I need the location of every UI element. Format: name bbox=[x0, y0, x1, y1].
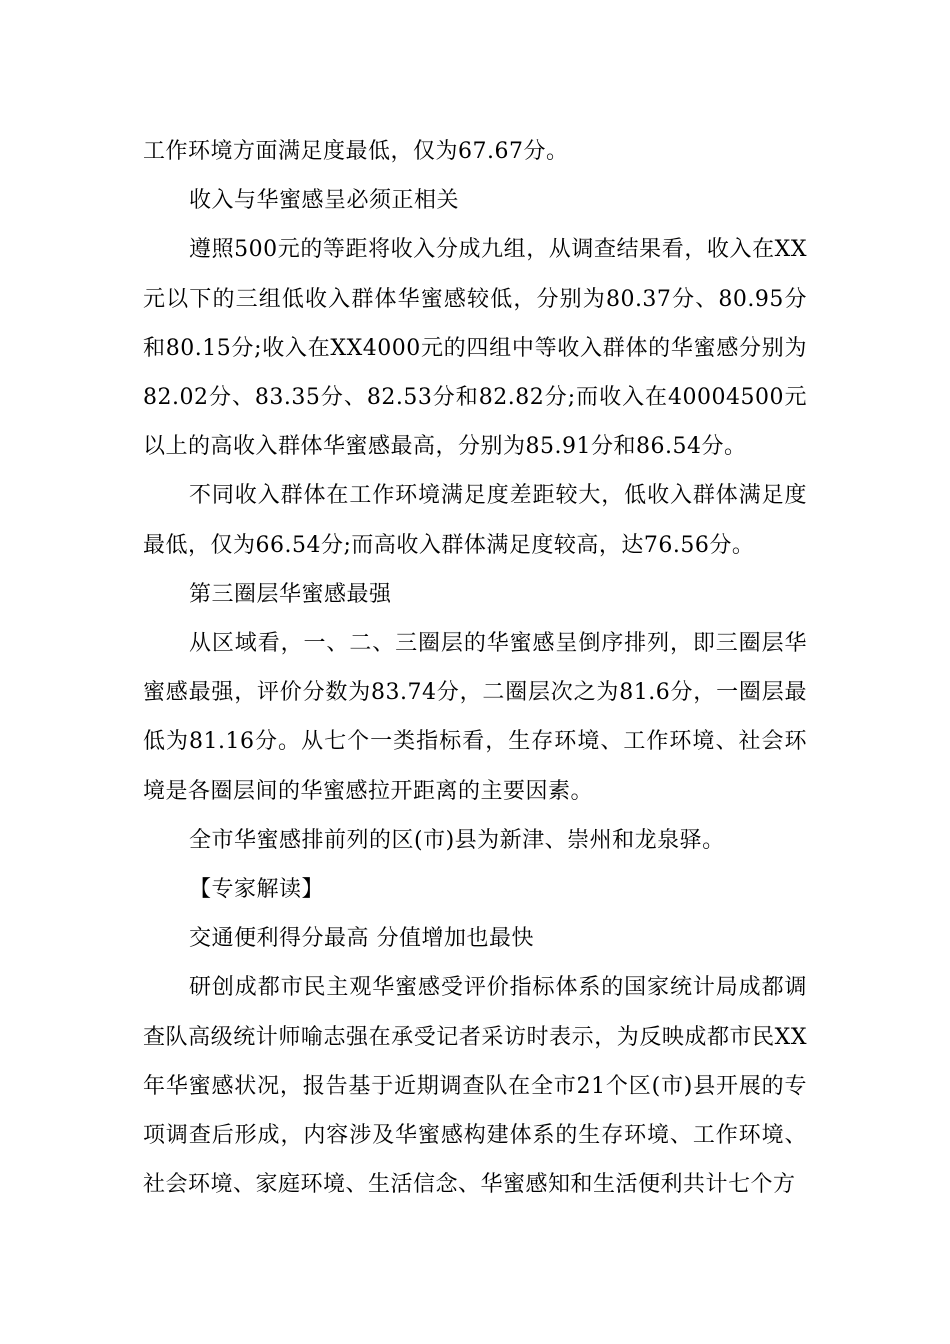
paragraph-5-heading: 第三圈层华蜜感最强 bbox=[189, 581, 392, 607]
paragraph-2-heading: 收入与华蜜感呈必须正相关 bbox=[189, 188, 460, 214]
paragraph-6: 从区域看，一、二、三圈层的华蜜感呈倒序排列，即三圈层华蜜感最强，评价分数为83.74分，二圈层次之为81.6分，一圈层最低为81.16分。从七个一类指标看，生存环境、工作环境、社会环境是各圈层间的华蜜感拉开距离的主要因素。 bbox=[143, 631, 807, 804]
document-body bbox=[143, 127, 807, 1209]
paragraph-3: 遵照500元的等距将收入分成九组，从调查结果看，收入在XX元以下的三组低收入群体华蜜感较低，分别为80.37分、80.95分和80.15分;收入在XX4000元的四组中等收入群体的华蜜感分别为82.02分、83.35分、82.53分和82.82分;而收入在40004500元以上的高收入群体华蜜感最高，分别为85.91分和86.54分。 bbox=[143, 237, 807, 460]
paragraph-4: 不同收入群体在工作环境满足度差距较大，低收入群体满足度最低，仅为66.54分;而高收入群体满足度较高，达76.56分。 bbox=[143, 483, 807, 558]
paragraph-10: 研创成都市民主观华蜜感受评价指标体系的国家统计局成都调查队高级统计师喻志强在承受记者采访时表示，为反映成都市民XX年华蜜感状况，报告基于近期调查队在全市21个区(市)县开展的专项调查后形成，内容涉及华蜜感构建体系的生存环境、工作环境、社会环境、家庭环境、生活信念、华蜜感知和生活便利共计七个方 bbox=[143, 975, 807, 1198]
paragraph-7: 全市华蜜感排前列的区(市)县为新津、崇州和龙泉驿。 bbox=[189, 827, 725, 853]
paragraph-9-heading: 交通便利得分最高 分值增加也最快 bbox=[189, 926, 534, 952]
paragraph-8-heading: 【专家解读】 bbox=[189, 877, 325, 903]
paragraph-1: 工作环境方面满足度最低，仅为67.67分。 bbox=[143, 139, 569, 164]
